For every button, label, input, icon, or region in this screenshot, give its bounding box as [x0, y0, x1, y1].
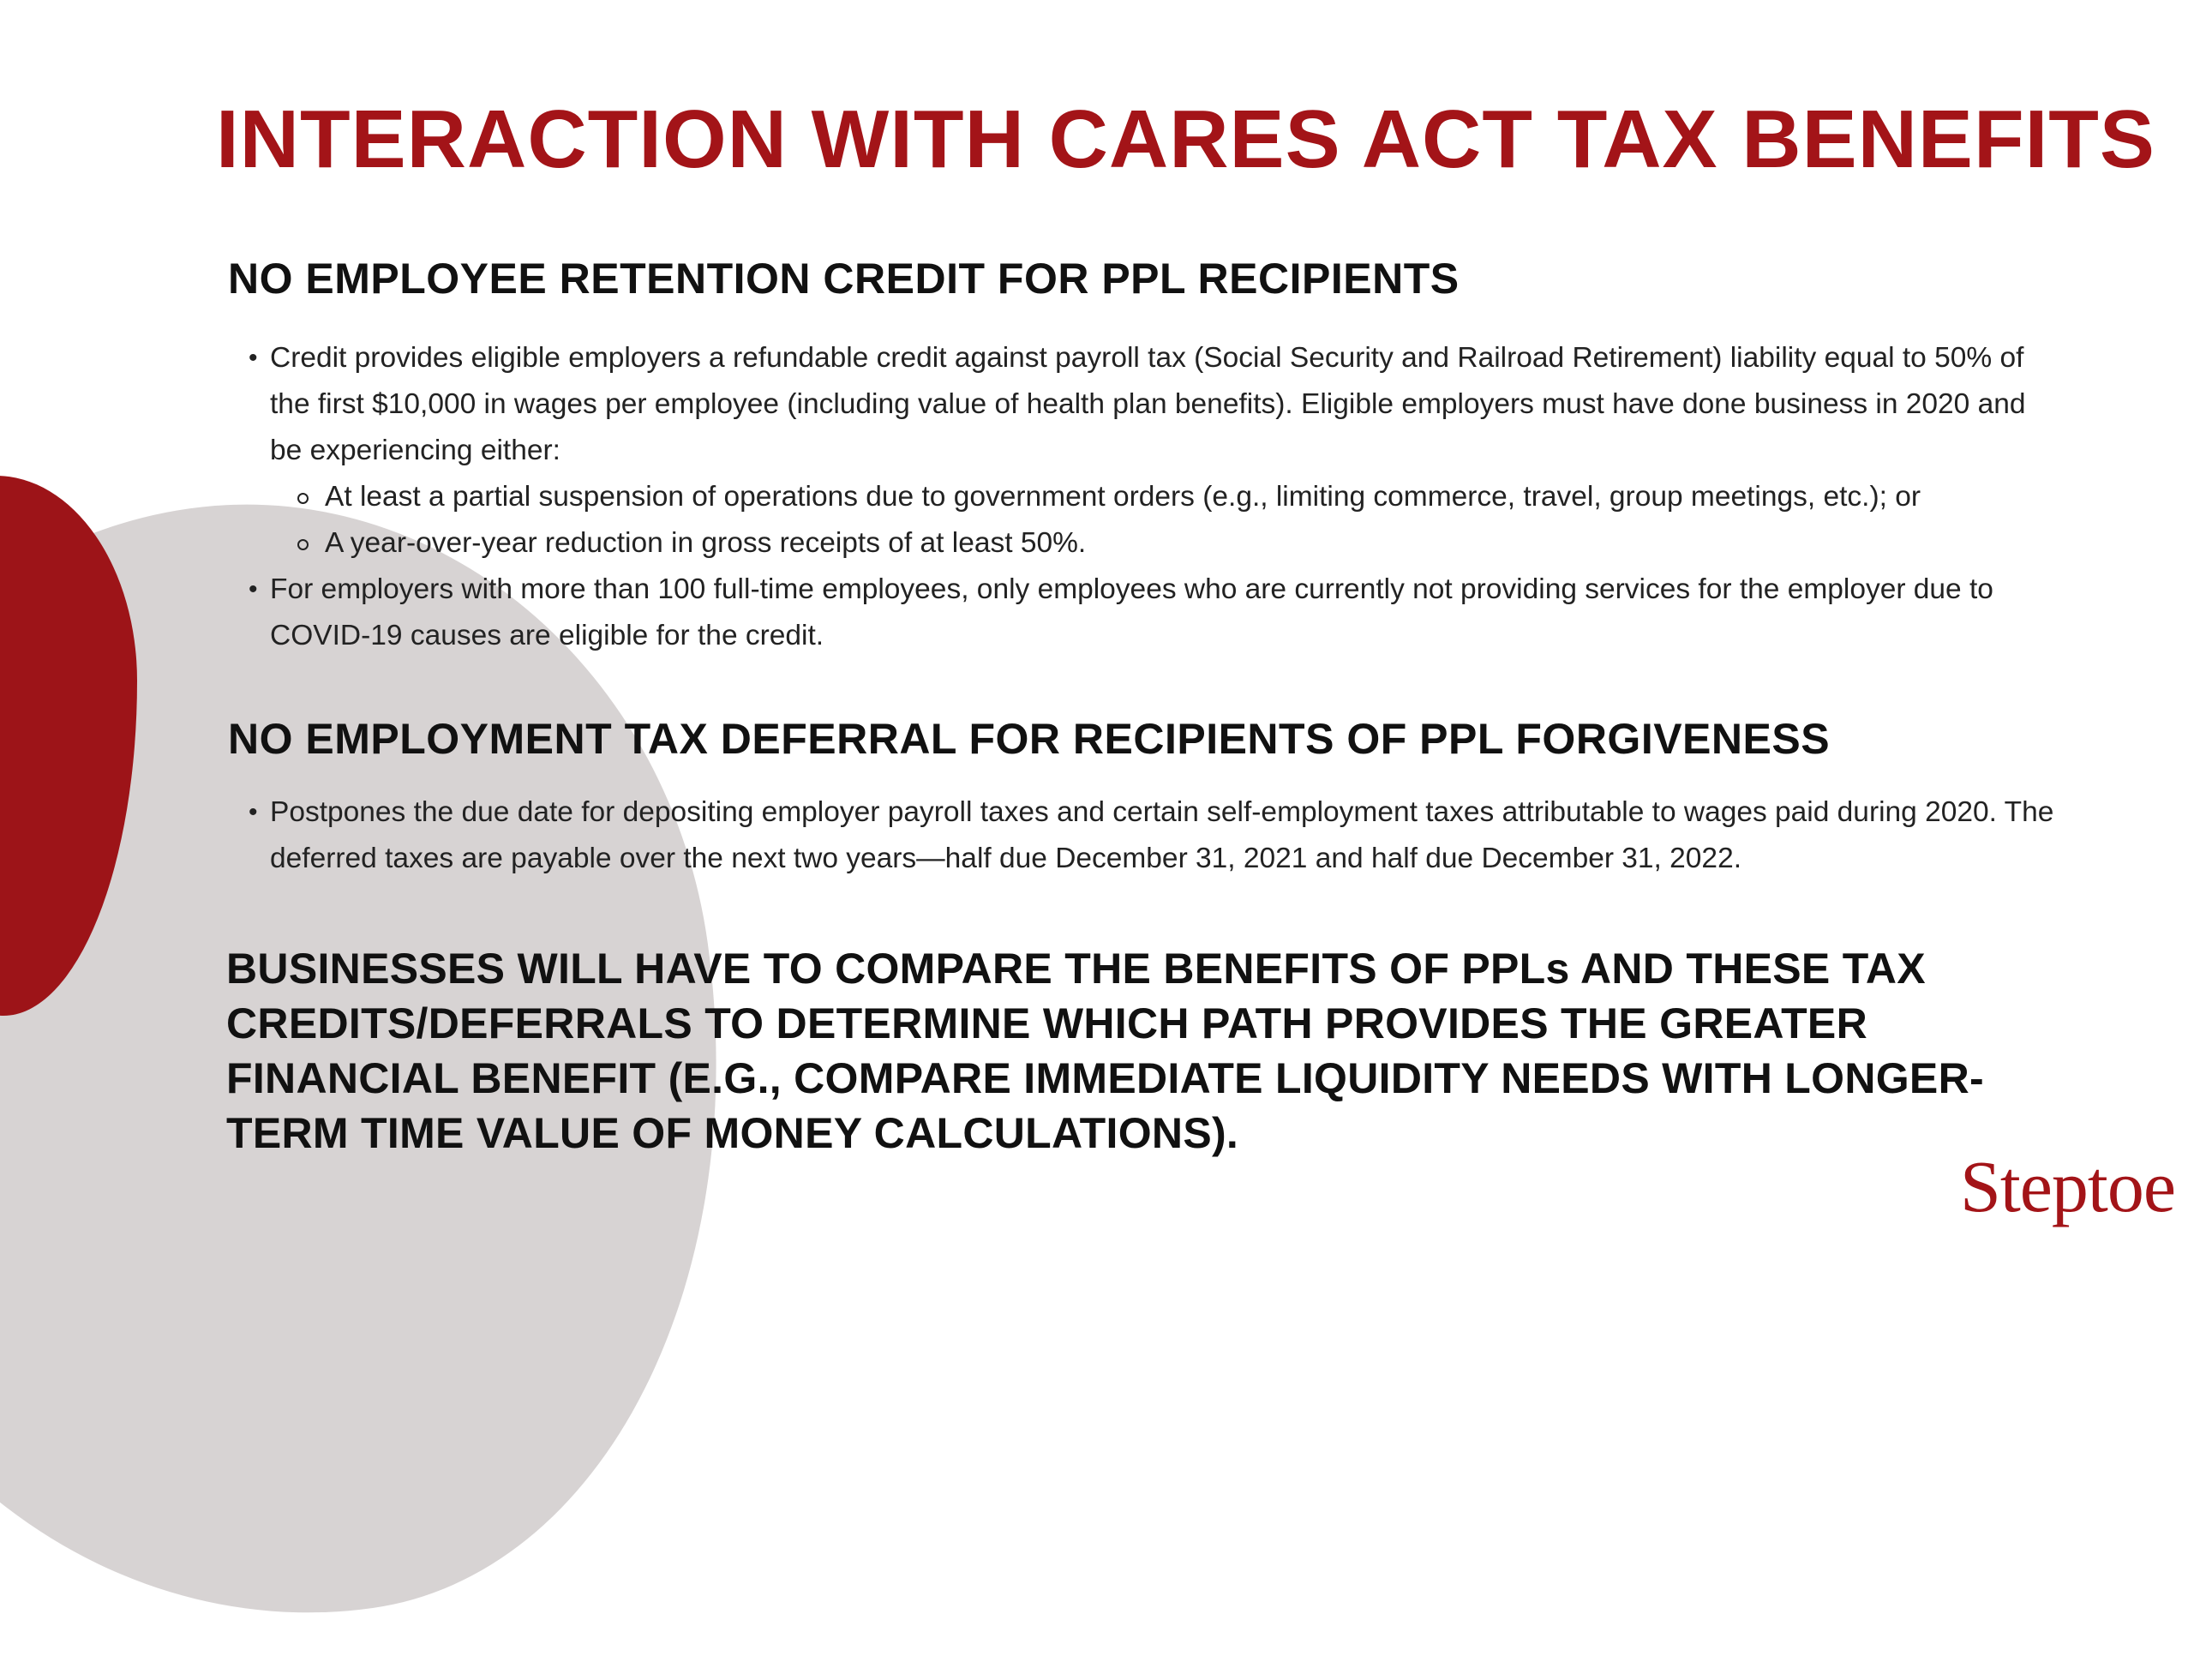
bullet-item	[249, 789, 2057, 882]
section-heading-retention-credit: NO EMPLOYEE RETENTION CREDIT FOR PPL RECIPIENTS	[228, 255, 1460, 303]
bullet-item	[249, 335, 2057, 567]
steptoe-logo: Steptoe	[1960, 1145, 2175, 1227]
bullet-text: Credit provides eligible employers a refundable credit against payroll tax (Social Security and Railroad Retirement) liability equal to 50% of the first $10,000 in wages per employee (including value of health plan benefits). Eligible employers must have done business in 2020 and be experiencing either:	[270, 342, 2026, 466]
sub-bullet-item: At least a partial suspension of operations due to government orders (e.g., limiting commerce, travel, group meetings, etc.); or	[297, 474, 2057, 520]
sub-bullet-list	[270, 474, 2057, 567]
sub-bullet-item: A year-over-year reduction in gross receipts of at least 50%.	[297, 520, 2057, 567]
bullet-text: For employers with more than 100 full-time employees, only employees who are currently not providing services for the employer due to COVID-19 causes are eligible for the credit.	[270, 573, 1993, 651]
bullet-item	[249, 567, 2057, 659]
bullet-list-retention-credit	[249, 335, 2057, 659]
bullet-list-tax-deferral	[249, 789, 2057, 882]
conclusion-statement: BUSINESSES WILL HAVE TO COMPARE THE BENEFITS OF PPLs AND THESE TAX CREDITS/DEFERRALS TO DETERMINE WHICH PATH PROVIDES THE GREATER FINANCIAL BENEFIT (E.G., COMPARE IMMEDIATE LIQUIDITY NEEDS WITH LONGER-TERM TIME VALUE OF MONEY CALCULATIONS).	[226, 945, 1984, 1157]
slide-title: INTERACTION WITH CARES ACT TAX BENEFITS	[216, 93, 2155, 185]
bullet-text: Postpones the due date for depositing employer payroll taxes and certain self-employment taxes attributable to wages paid during 2020. The deferred taxes are payable over the next two years—half due December 31, 2021 and half due December 31, 2022.	[270, 796, 2054, 874]
section-heading-tax-deferral: NO EMPLOYMENT TAX DEFERRAL FOR RECIPIENTS OF PPL FORGIVENESS	[228, 715, 1831, 763]
